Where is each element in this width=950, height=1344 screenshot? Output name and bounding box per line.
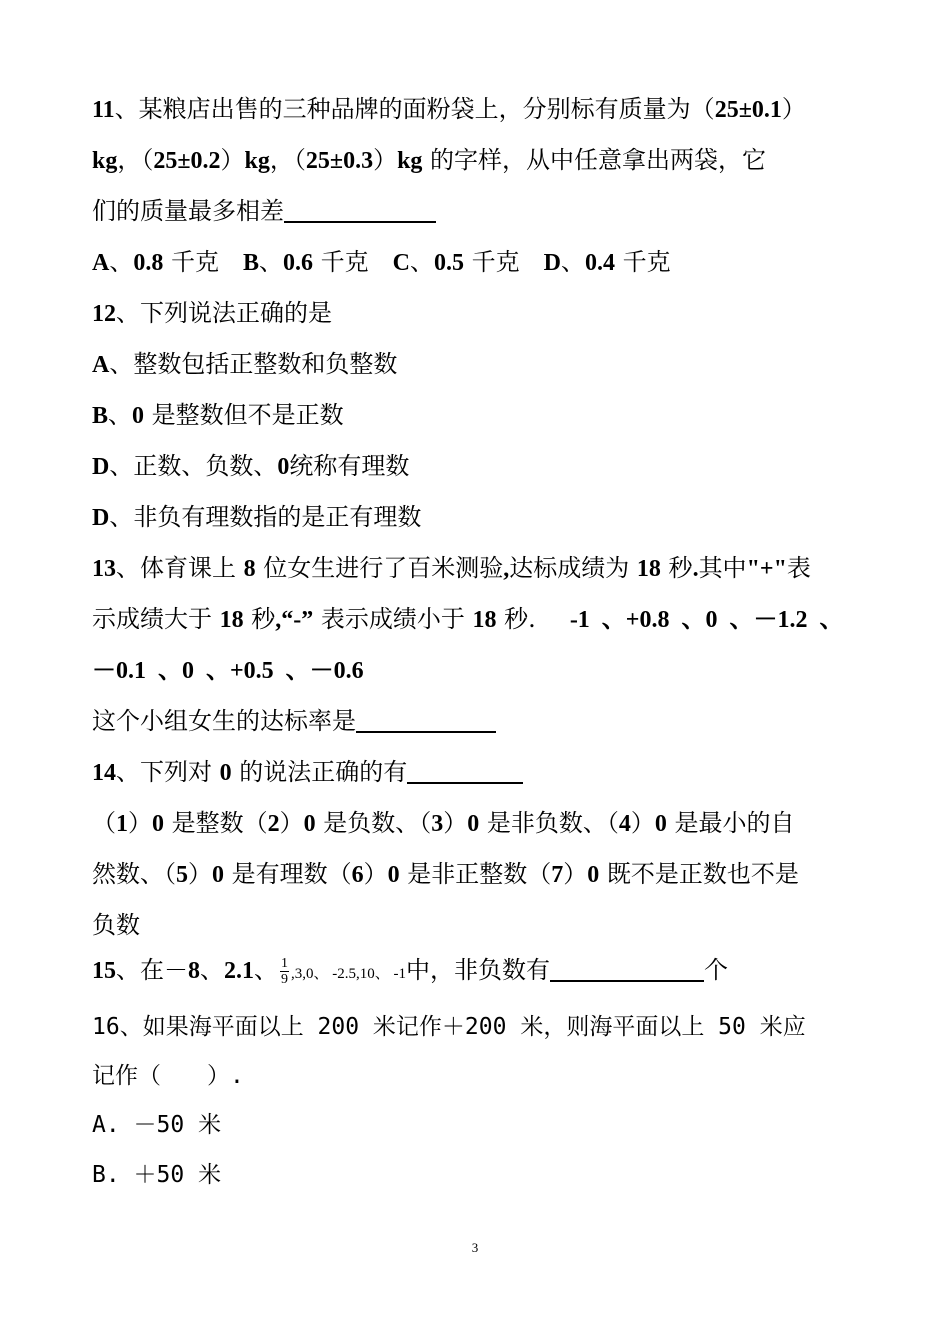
q14-text: 、下列对: [116, 758, 220, 786]
zero: 0: [212, 862, 224, 888]
q14-text: ）: [128, 809, 152, 837]
q13-text: 表示成绩小于: [313, 605, 473, 633]
option-sep: 、: [560, 248, 585, 276]
q13-text: 这个小组女生的达标率是: [92, 707, 356, 735]
option-a-value: 0.8: [133, 250, 164, 276]
q16-option-b-text: B. ＋50 米: [92, 1162, 222, 1188]
q12-option-c: [92, 451, 409, 482]
q13-text: 其中: [698, 554, 747, 582]
q12-option-d: [92, 502, 421, 533]
q13-plus-symbol: "+": [746, 556, 787, 582]
option-letter: D: [92, 505, 110, 531]
page-number: 3: [471, 1240, 479, 1255]
option-letter: B: [92, 403, 109, 429]
zero: 0: [303, 811, 316, 837]
q15-number-value: 2.1: [224, 958, 254, 984]
q14-line4: [92, 910, 140, 940]
q13-answer-blank[interactable]: [356, 707, 496, 733]
q14-stem: [92, 757, 523, 788]
q11-value-2: 25±0.2: [153, 148, 221, 174]
q13-standard: 18: [472, 607, 497, 633]
q11-text: ，（: [117, 146, 154, 174]
q11-text: ）: [781, 95, 806, 123]
option-b-value: 0.6: [283, 250, 313, 276]
q16-line2: [92, 1061, 244, 1091]
q13-text: 秒: [660, 554, 693, 582]
option-c-unit: 千克: [463, 248, 520, 276]
q13-text: 达标成绩为: [509, 554, 637, 582]
q11-unit: kg: [397, 148, 423, 174]
q13-scores: -1 、+0.8 、0 、－1.2 、: [569, 607, 844, 633]
option-letter: A: [92, 352, 110, 378]
q15-number-value: 8: [188, 958, 200, 984]
zero: 0: [152, 811, 164, 837]
zero: 0: [587, 862, 600, 888]
q11-value-1: 25±0.1: [714, 97, 782, 123]
option-letter: D: [92, 454, 110, 480]
zero: 0: [219, 760, 232, 786]
q15-text: 、: [200, 956, 224, 984]
item-number: 7: [551, 862, 564, 888]
option-d-value: 0.4: [584, 250, 615, 276]
q11-unit: kg: [92, 148, 118, 174]
q12-option-b: B、0 是整数但不是正数: [92, 401, 344, 429]
q13-punct: ,: [503, 556, 510, 582]
q11-line2: [92, 145, 766, 176]
q13-punct: .: [692, 556, 699, 582]
option-sep: 、: [259, 248, 283, 276]
option-d-letter: D: [543, 250, 561, 276]
q14-text: 是有理数（: [224, 860, 352, 888]
option-text: 、正数、负数、: [109, 452, 278, 480]
zero: 0: [132, 403, 145, 429]
q14-text: 是非负数、（: [479, 809, 619, 837]
q13-scores: －0.1 、0 、+0.5 、－0.6: [92, 658, 364, 684]
q15-text: 个: [704, 956, 728, 984]
q11-value-3: 25±0.3: [305, 148, 374, 174]
q13-text: 示成绩大于: [92, 605, 220, 633]
q13-text: 位女生进行了百米测验: [255, 554, 504, 582]
q11-text: ）: [373, 146, 398, 174]
q16-line1: [92, 1012, 806, 1042]
q14-text: ）: [443, 809, 468, 837]
q11-text: 的字样，从中任意拿出两袋，它: [422, 146, 767, 174]
q14-text: ）: [563, 860, 588, 888]
one-ninth-fraction: [280, 956, 289, 987]
q14-line3: [92, 859, 799, 890]
q14-text: 既不是正数也不是: [599, 860, 799, 888]
option-text: 、整数包括正整数和负整数: [109, 350, 398, 378]
option-text: 统称有理数: [289, 452, 410, 480]
q11-number: 11: [92, 97, 115, 123]
q11-answer-blank[interactable]: [284, 197, 436, 223]
q15-text: 、: [254, 956, 278, 984]
q15-line: [92, 955, 728, 989]
q13-text: 秒.: [496, 605, 536, 633]
q14-text: 负数: [92, 911, 140, 939]
item-number: 5: [176, 862, 188, 888]
q13-text: 表: [786, 554, 811, 582]
q16-option-a: [92, 1110, 221, 1140]
q14-text: 是非正整数（: [399, 860, 552, 888]
q16-text: 记作（ ）.: [92, 1063, 244, 1089]
option-b-unit: 千克: [313, 248, 369, 276]
q16-option-b: [92, 1160, 221, 1190]
q14-answer-blank[interactable]: [407, 758, 523, 784]
q13-minus-symbol: ,“-”: [275, 607, 314, 633]
q14-text: 是负数、（: [315, 809, 432, 837]
q11-line1: [92, 94, 806, 125]
q15-text: 、在－: [116, 956, 188, 984]
q13-text: 秒: [243, 605, 276, 633]
option-b-letter: B: [242, 250, 259, 276]
q11-line3: [92, 196, 436, 226]
q14-text: （: [92, 809, 116, 837]
option-c-value: 0.5: [433, 250, 464, 276]
q14-text: ）: [363, 860, 388, 888]
q15-answer-blank[interactable]: [550, 956, 704, 982]
q12-option-a: [92, 349, 397, 380]
q12-stem: [92, 298, 332, 329]
item-number: 1: [116, 811, 128, 837]
zero: 0: [277, 454, 290, 480]
q14-text: 然数、（: [92, 860, 176, 888]
option-sep: 、: [409, 248, 434, 276]
q12-number: 12: [92, 301, 116, 327]
q15-text: 中，非负数有: [406, 956, 550, 984]
option-text: 、非负有理数指的是正有理数: [109, 503, 422, 531]
q13-count: 8: [243, 556, 256, 582]
q14-text: ）: [630, 809, 655, 837]
option-a-letter: A: [92, 250, 110, 276]
q14-text: 的说法正确的有: [231, 758, 408, 786]
q13-line4: [92, 706, 496, 736]
fraction-numerator: 1: [281, 956, 288, 971]
item-number: 2: [267, 811, 280, 837]
q13-standard: 18: [636, 556, 661, 582]
q13-standard: 18: [219, 607, 244, 633]
option-sep: 、: [109, 248, 134, 276]
q11-text: ，（: [269, 146, 306, 174]
zero: 0: [387, 862, 400, 888]
q16-option-a-text: A. －50 米: [92, 1112, 222, 1138]
q15-number-list: ,3,0、 -2.5,10、 -1: [291, 966, 406, 982]
q14-number: 14: [92, 760, 116, 786]
q13-line2: [92, 604, 843, 635]
fraction-denominator: 9: [281, 972, 288, 987]
q13-number: 13: [92, 556, 116, 582]
q14-text: 是整数（: [164, 809, 268, 837]
q14-text: 是最小的自: [666, 809, 795, 837]
q11-options: [92, 247, 671, 278]
q13-text: 、体育课上: [116, 554, 244, 582]
q11-text: ）: [220, 146, 245, 174]
q14-text: ）: [279, 809, 304, 837]
q11-text: 、某粮店出售的三种品牌的面粉袋上，分别标有质量为（: [114, 95, 715, 123]
q14-text: ）: [188, 860, 212, 888]
q14-line2: [92, 808, 795, 839]
zero: 0: [467, 811, 480, 837]
q13-line1: [92, 553, 811, 584]
q13-line3: [92, 655, 364, 686]
q12-text: 、下列说法正确的是: [116, 299, 332, 327]
q16-text: 16、如果海平面以上 200 米记作＋200 米，则海平面以上 50 米应: [92, 1014, 806, 1040]
option-a-unit: 千克: [163, 248, 219, 276]
option-d-unit: 千克: [614, 248, 671, 276]
item-number: 6: [351, 862, 364, 888]
item-number: 4: [618, 811, 631, 837]
item-number: 3: [431, 811, 444, 837]
zero: 0: [654, 811, 667, 837]
q11-unit: kg: [244, 148, 270, 174]
option-text: 是整数但不是正数: [144, 401, 344, 429]
q15-number: 15: [92, 958, 116, 984]
option-c-letter: C: [392, 250, 410, 276]
q11-text: 们的质量最多相差: [92, 197, 284, 225]
